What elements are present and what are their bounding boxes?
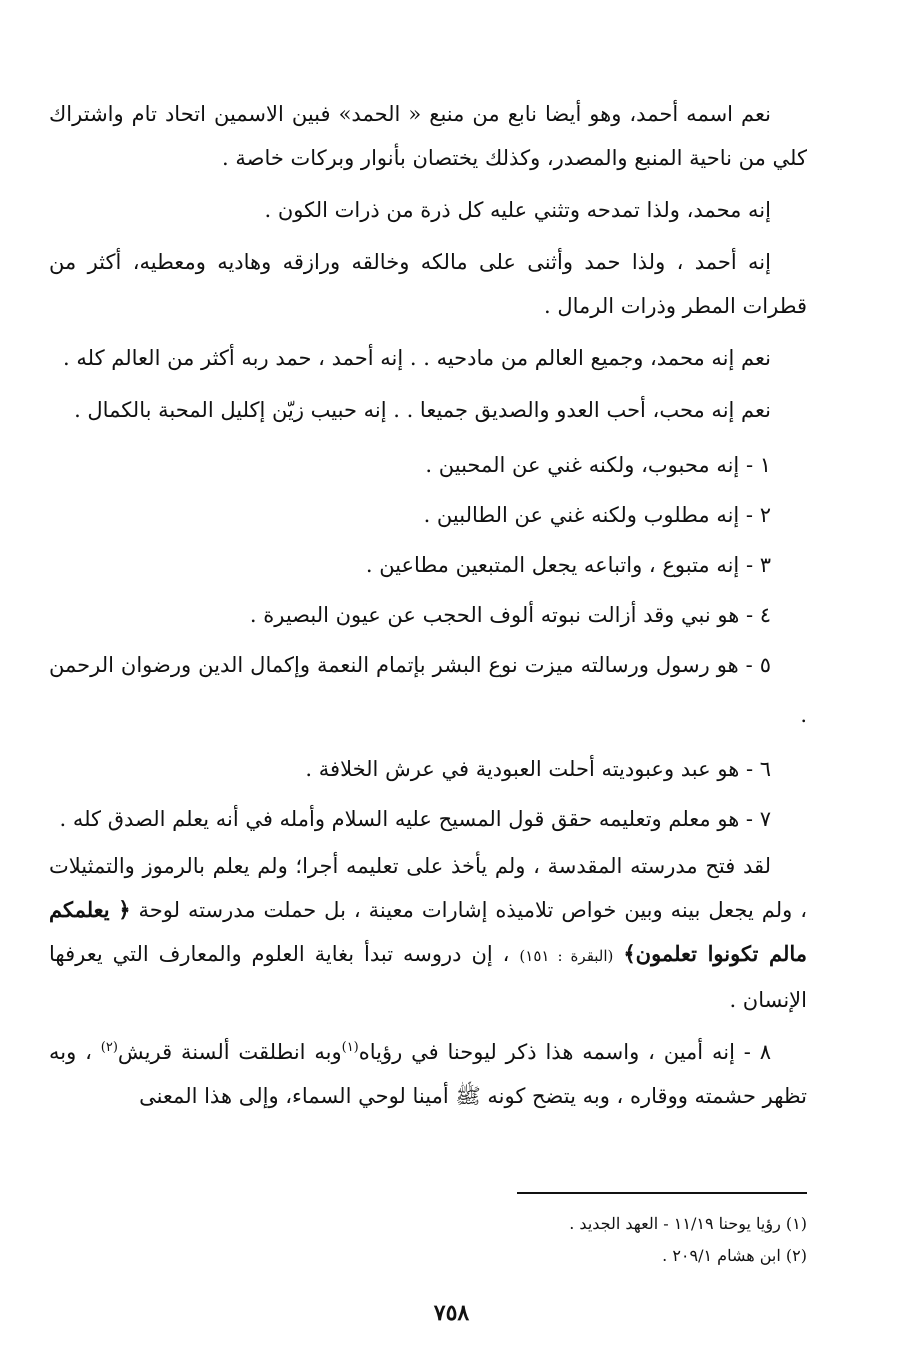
list-item: ٢ - إنه مطلوب ولكنه غني عن الطالبين . xyxy=(423,503,771,527)
paragraph-school xyxy=(49,844,807,1022)
list-item: ٣ - إنه متبوع ، واتباعه يجعل المتبعين مطاعين . xyxy=(365,553,771,577)
quran-verse: ﴿ يعلمكم مالم تكونوا تعلمون﴾ xyxy=(49,897,807,966)
page-body xyxy=(49,92,807,1126)
paragraph-ahmad-praise: إنه أحمد ، ولذا حمد وأثنى على مالكه وخالقه ورازقه وهاديه ومعطيه، أكثر من قطرات المطر وذرات الرمال . xyxy=(49,250,807,318)
list-item: ١ - إنه محبوب، ولكنه غني عن المحبين . xyxy=(425,453,771,477)
amin-text-1: ٨ - إنه أمين ، واسمه هذا ذكر ليوحنا في رؤياه xyxy=(358,1040,771,1064)
footnote-2: (٢) ابن هشام ٢٠٩/١ . xyxy=(662,1246,807,1265)
paragraph-muhammad-praise: إنه محمد، ولذا تمدحه وتثني عليه كل ذرة من ذرات الكون . xyxy=(264,198,771,222)
list-item: ٧ - هو معلم وتعليمه حقق قول المسيح عليه السلام وأمله في أنه يعلم الصدق كله . xyxy=(59,807,771,831)
paragraph-ahmad-name: نعم اسمه أحمد، وهو أيضا نابع من منبع « الحمد» فبين الاسمين اتحاد تام واشتراك كلي من ناحية المنبع والمصدر، وكذلك يختصان بأنوار وبركات خاصة . xyxy=(49,102,807,170)
list-item: ٦ - هو عبد وعبوديته أحلت العبودية في عرش الخلافة . xyxy=(305,757,771,781)
list-item: ٥ - هو رسول ورسالته ميزت نوع البشر بإتمام النعمة وإكمال الدين ورضوان الرحمن . xyxy=(49,653,807,727)
paragraph-amin xyxy=(49,1030,807,1118)
footnotes xyxy=(49,1208,807,1272)
school-text-after: ، إن دروسه تبدأ بغاية العلوم والمعارف التي يعرفها الإنسان . xyxy=(49,942,807,1012)
footnote-ref-2[interactable]: (٢) xyxy=(100,1040,118,1055)
footnote-ref-1[interactable]: (١) xyxy=(341,1040,359,1055)
school-text-before: لقد فتح مدرسته المقدسة ، ولم يأخذ على تعليمه أجرا؛ ولم يعلم بالرموز والتمثيلات ، ولم يجعل بينه وبين خواص تلاميذه إشارات معينة ، بل حملت مدرسته لوحة xyxy=(49,854,807,922)
amin-text-2: وبه انطلقت ألسنة قريش xyxy=(117,1040,342,1064)
page-number: ٧٥٨ xyxy=(433,1300,470,1326)
footnote-1: (١) رؤيا يوحنا ١١/١٩ - العهد الجديد . xyxy=(569,1214,807,1233)
footnote-divider xyxy=(517,1192,807,1194)
amin-text-3: ، وبه تظهر حشمته ووقاره ، وبه يتضح كونه ﷺ أمينا لوحي السماء، وإلى هذا المعنى xyxy=(49,1040,807,1108)
paragraph-beloved: نعم إنه محب، أحب العدو والصديق جميعا . . إنه حبيب زيّن إكليل المحبة بالكمال . xyxy=(74,398,771,422)
verse-citation: (البقرة : ١٥١) xyxy=(519,947,614,965)
list-item: ٤ - هو نبي وقد أزالت نبوته ألوف الحجب عن عيون البصيرة . xyxy=(249,603,771,627)
paragraph-praisers: نعم إنه محمد، وجميع العالم من مادحيه . . إنه أحمد ، حمد ربه أكثر من العالم كله . xyxy=(63,346,771,370)
